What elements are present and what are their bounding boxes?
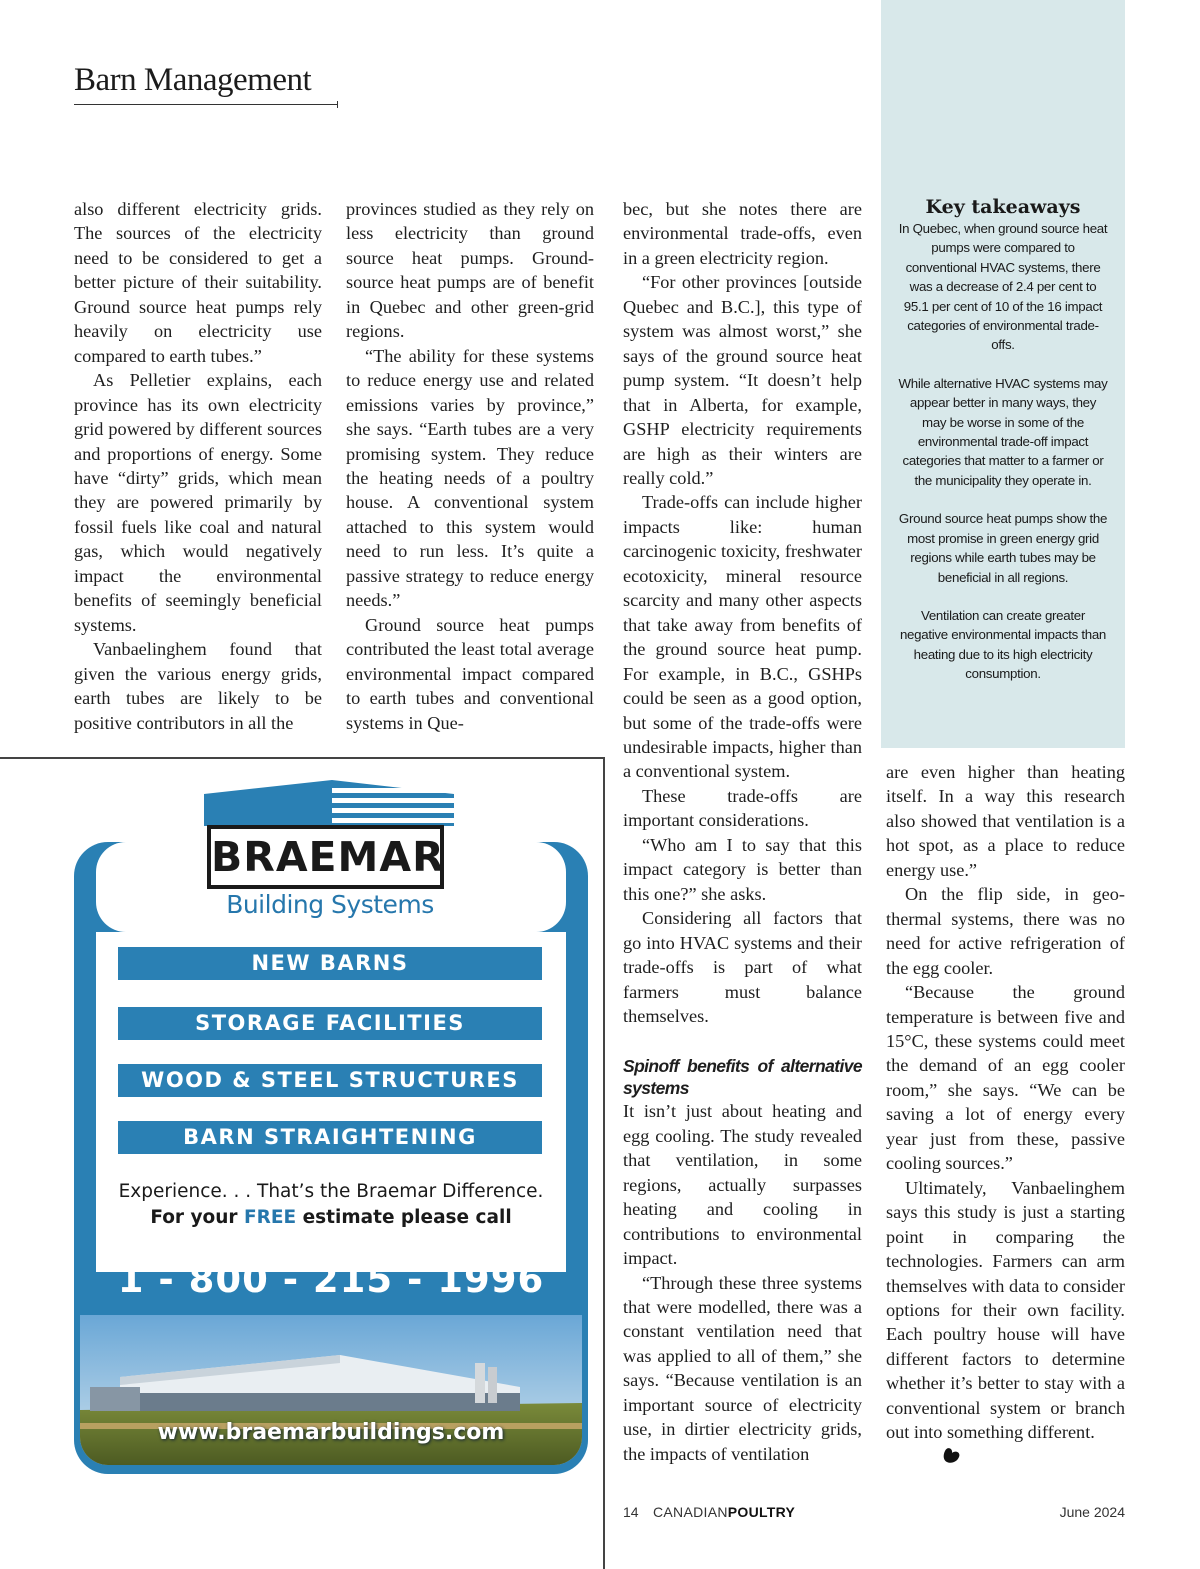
paragraph: Considering all factors that go into HVAC systems and their trade-offs is part of what farmers must balance themselves. [623, 908, 862, 1026]
paragraph: are even higher than heating itself. In a way this research also showed that ventilation is a hot spot, as a place to reduce energy use.” [886, 762, 1125, 880]
paragraph: “Because the ground temperature is between five and 15°C, these systems could meet the demand of an egg cooler room,” she says. “We can be saving a lot of energy every year just from these, passive cooling sources.” [886, 982, 1125, 1174]
magazine-prefix: CANADIAN [653, 1504, 728, 1520]
article-column-3 [623, 197, 862, 1466]
service-straightening: BARN STRAIGHTENING [118, 1121, 542, 1154]
ad-border-right [603, 757, 605, 1569]
section-rule [74, 104, 338, 105]
paragraph: Ultimately, Vanbaelinghem says this study is just a starting point in comparing the technologies. Farmers can arm themselves with data to consider options for their own facility. Each poultry house will have different factors to determine whether it’s better to stay with a conventional system or branch out into something different. [886, 1177, 1125, 1443]
takeaway-item: Ground source heat pumps show the most promise in green energy grid regions while earth tubes may be beneficial in all regions. [898, 511, 1108, 585]
ad-tagline-post: estimate please call [296, 1207, 512, 1228]
paragraph: Trade-offs can include higher impacts like: human carcinogenic toxicity, freshwater ecotoxicity, mineral resource scarcity and many other aspects that take away from benefits of the ground source heat pump. For example, in B.C., GSHPs could be seen as a good option, but some of the trade-offs were undesirable impacts, higher than a conventional system. [623, 492, 862, 782]
paragraph: Ground source heat pumps contributed the least total average environmental impact compared to earth tubes and conventional systems in Que- [346, 614, 594, 733]
magazine-title: POULTRY [727, 1504, 796, 1520]
section-title: Barn Management [74, 62, 312, 98]
end-mark-icon [942, 1447, 962, 1465]
takeaway-item: In Quebec, when ground source heat pumps were compared to conventional HVAC systems, there was a decrease of 2.4 per cent to 95.1 per cent of 10 of the 16 impact categories of environmental trade-offs. [898, 221, 1108, 353]
paragraph: also different electricity grids. The sources of the electricity need to be considered to get a better picture of their suitability. Ground source heat pumps rely heavily on electricity use compared to earth tubes.” [74, 199, 322, 366]
paragraph: These trade-offs are important considerations. [623, 785, 862, 831]
issue-date: June 2024 [1059, 1504, 1125, 1520]
paragraph: bec, but she notes there are environmental trade-offs, even in a green electricity region. [623, 199, 862, 268]
sidebar-title: Key takeaways [925, 196, 1081, 218]
article-column-2 [346, 197, 594, 735]
service-new-barns: NEW BARNS [118, 947, 542, 980]
article-column-1 [74, 197, 322, 735]
paragraph: “Who am I to say that this impact category is better than this one?” she asks. [623, 834, 862, 904]
paragraph: provinces studied as they rely on less electricity than ground source heat pumps. Ground-source heat pumps are of benefit in Quebec and other green-grid regions. [346, 199, 594, 342]
paragraph: On the flip side, in geo-thermal systems, there was no need for active refrigeration of the egg cooler. [886, 884, 1125, 978]
magazine-name [653, 1504, 795, 1520]
roof-logo-icon [204, 780, 454, 830]
ad-website-link[interactable]: www.braemarbuildings.com [157, 1420, 505, 1445]
paragraph: “For other provinces [outside Quebec and B.C.], this type of system was almost worst,” she says of the ground source heat pump system. “It doesn’t help that in Alberta, for example, GSHP electricity requirements are high as their winters are really cold.” [623, 272, 862, 488]
ad-phone-number[interactable]: 1 - 800 - 215 - 1996 [117, 1258, 545, 1301]
service-structures: WOOD & STEEL STRUCTURES [118, 1064, 542, 1097]
paragraph: It isn’t just about heating and egg cooling. The study revealed that ventilation, in some regions, actually surpasses heating and cooling in contributions to environmental impact. [623, 1101, 862, 1269]
key-takeaways-sidebar [881, 0, 1125, 748]
ad-tagline-pre: For your [150, 1207, 244, 1228]
ad-tagline [96, 1179, 566, 1231]
article-column-4 [886, 760, 1125, 1445]
page-number: 14 [623, 1504, 639, 1520]
ad-free-label: FREE [243, 1207, 297, 1228]
paragraph: “Through these three systems that were modelled, there was a constant ventilation need that was applied to all of them,” she says. “Because ventilation is an important source of electricity use, in dirtier electricity grids, the impacts of ventilation [623, 1272, 862, 1464]
takeaway-item: While alternative HVAC systems may appear better in many ways, they may be worse in some of the environmental trade-off impact categories that matter to a farmer or the municipality they operate in. [898, 375, 1108, 488]
brand-subtitle: Building Systems [226, 890, 434, 919]
service-storage: STORAGE FACILITIES [118, 1007, 542, 1040]
ad-border-top [0, 757, 604, 759]
paragraph: “The ability for these systems to reduce energy use and related emissions varies by province,” she says. “Earth tubes are a very promising system. They reduce the heating needs of a poultry house. A conventional system attached to this system would need to run less. It’s quite a passive strategy to reduce energy needs.” [346, 345, 594, 611]
brand-logo: BRAEMAR [207, 825, 444, 889]
ad-tagline-1: Experience. . . That’s the Braemar Difference. [118, 1181, 544, 1202]
takeaway-item: Ventilation can create greater negative environmental impacts than heating due to its high electricity consumption. [899, 607, 1107, 682]
paragraph: Vanbaelinghem found that given the various energy grids, earth tubes are likely to be positive contributors in all the [74, 639, 322, 733]
paragraph: As Pelletier explains, each province has its own electricity grid powered by different sources and proportions of energy. Some have “dirty” grids, which mean they are powered primarily by fossil fuels like coal and natural gas, which would negatively impact the environmental benefits of seemingly beneficial systems. [74, 370, 322, 635]
subheading: Spinoff benefits of alternative systems [623, 1056, 862, 1099]
